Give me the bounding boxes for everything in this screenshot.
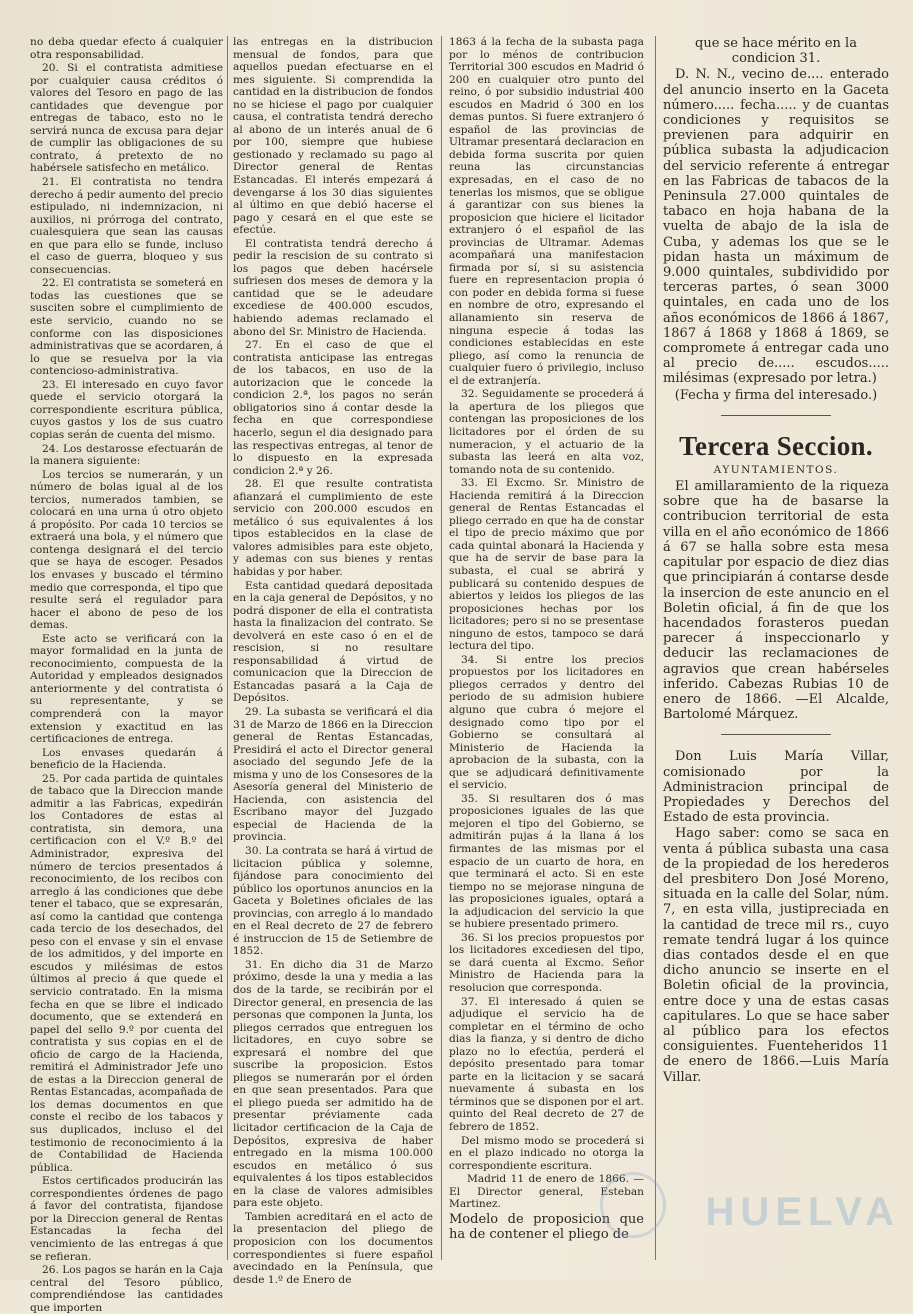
paragraph: 25. Por cada partida de quintales de tabaco que la Direccion mande admitir a las Fabricas, expedirán los Contadores de estas al contratista, sin demora, una certificacion con el V.º B.º del Administrador, expresiva del número de tercios presentados á reconocimiento, de los recibos con arreglo á las condiciones que debe tener el tabaco, que se expresarán, así como la cantidad que contenga cada tercio de los desechados, del peso con el envase y sin el envase de los admitidos, y del importe en escudos y milésimas de estos últimos al precio á que quede el servicio contratado. En la misma fecha en que se libre el indicado documento, que se extenderá en papel del sello 9.º por cuenta del contratista y sus copias en el de oficio de cargo de la Hacienda, remitirá el Administrador Jefe uno de estas a la Direccion general de Rentas Estancadas, acompañada de los demas documentos en que conste el recibo de los tabacos y sus duplicados, incluso el del testimonio de reconocimiento á la de Contabilidad de Hacienda pública. [30,772,223,1174]
column-1 [30,36,223,1314]
column-divider [227,36,228,1260]
paragraph: El contratista tendrá derecho á pedir la rescision de su contrato si los pagos que deben hacérsele sufriesen dos meses de demora y la cantidad que se le adeudare excediese de 400.000 escudos, habiendo ademas reclamado el abono del Sr. Ministro de Hacienda. [233,237,433,338]
villar-heading: Don Luis María Villar, comisionado por la Administracion principal de Propiedades y Derechos del Estado de esta provincia. [663,749,889,826]
paragraph: 22. El contratista se someterá en todas las cuestiones que se susciten sobre el cumplimiento de este servicio, cuando no se conforme con las disposiciones administrativas que se acordaren, á lo que se resuelva por la via contencioso-administrativa. [30,277,223,378]
signature: Madrid 11 de enero de 1866. — El Director general, Esteban Martinez. [449,1173,644,1211]
paragraph: 23. El interesado en cuyo favor quede el servicio otorgará la correspondiente escritura pública, cuyos gastos y los de sus cuatro copias serán de cuenta del mismo. [30,378,223,441]
proposal-intro: que se hace mérito en la condicion 31. [695,36,857,67]
paragraph: 1863 á la fecha de la subasta paga por lo ménos de contribucion Territorial 300 escudos en Madrid ó 200 en cualquier otro punto del reino, ó por subsidio industrial 400 escudos en Madrid ó 300 en los demas puntos. Si fuere extranjero ó español de las provincias de Ultramar presentará declaracion en debida forma suscrita por quien reuna las circunstancias expresadas, en el caso de no tenerlas los mismos, que se obligue á garantizar con sus bienes la proposicion que hiciere el licitador extranjero ó el español de las provincias de Ultramar. Ademas acompañará una manifestacion firmada por sí, si su asistencia fuere en representacion propia ó con poder en debida forma si fuese en nombre de otro, expresando el allanamiento sin reserva de ninguna especie á todas las condiciones establecidas en este pliego, así como la renuncia de cualquier fuero ó privilegio, incluso el de extranjería. [449,36,644,387]
column-divider [655,36,656,1260]
paragraph: 27. En el caso de que el contratista anticipase las entregas de los tabacos, en uso de la autorizacion que le concede la condicion 2.ª, los pagos no serán obligatorios sino á contar desde la fecha en que correspondiese hacerlo, segun el dia designado para las respectivas entregas, al tenor de lo dispuesto en la expresada condicion 2.ª y 26. [233,339,433,477]
paragraph: 21. El contratista no tendra derecho á pedir aumento del precio estipulado, ni indemnizacion, ni auxilios, ni prórroga del contrato, cualesquiera que sean las causas en que para ello se funde, incluso el caso de guerra, bloqueo y sus consecuencias. [30,176,223,276]
paragraph: 24. Los destarosse efectuarán de la manera siguiente: [30,442,223,468]
ayuntamientos-heading: AYUNTAMIENTOS. [713,463,839,476]
paragraph: 31. En dicho dia 31 de Marzo próximo, desde la una y media a las dos de la tarde, se recibirán por el Director general, en presencia de las personas que componen la Junta, los pliegos cerrados que entreguen los licitadores, en cuyo sobre se expresará el nombre del que suscribe la proposicion. Estos pliegos se numerarán por el órden en que sean presentados. Para que el pliego pueda ser admitido ha de presentar préviamente cada licitador certificacion de la Caja de Depósitos, expresiva de haber entregado en la misma 100.000 escudos en metálico ó sus equivalentes á los tipos establecidos en la clase de valores admisibles para este objeto. [233,958,433,1210]
proposal-body: D. N. N., vecino de.... enterado del anuncio inserto en la Gaceta número..... fecha..... y de cuantas condiciones y requisitos se previenen para adquirir en pública subasta la adjudicacion del servicio referente á entregar en las Fabricas de tabacos de la Peninsula 27.000 quintales de tabaco en hoja habana de la vuelta de abajo de la isla de Cuba, y ademas los que se le pidan hasta un máximum de 9.000 quintales, subdividido por terceras partes, ó sean 3000 quintales, en cada uno de los años económicos de 1866 á 1867, 1867 á 1868 y 1868 á 1869, se compromete á entregar cada uno al precio de..... escudos..... milésimas (expresado por letra.) [663,67,889,387]
paragraph: 26. Los pagos se harán en la Caja central del Tesoro público, comprendiéndose las cantidades que importen [30,1264,223,1314]
paragraph: 32. Seguidamente se procederá á la apertura de los pliegos que contengan las proposiciones de los licitadores por el órden de su numeracion, y el actuario de la subasta las leerá en alta voz, tomando nota de su contenido. [449,388,644,476]
paragraph: 20. Si el contratista admitiese por cualquier causa créditos ó valores del Tesoro en pago de las cantidades que devengue por entregas de tabaco, esto no le servirá nunca de excusa para dejar de cumplir las obligaciones de su contrato, á pretexto de no habérsele satisfecho en metálico. [30,62,223,175]
column-3 [449,36,644,1262]
paragraph: 33. El Excmo. Sr. Ministro de Hacienda remitirá á la Direccion general de Rentas Estancadas el pliego cerrado en que ha de constar el tipo de precio máximo que por cada quintal abonará la Hacienda y que ha de servir de base para la subasta, el cual se abrirá y publicará su contenido despues de abiertos y leidos los pliegos de las proposiciones hechas por los licitadores; pero si no se presentase ninguno de estos, tampoco se dará lectura del tipo. [449,477,644,653]
paragraph: Del mismo modo se procederá si en el plazo indicado no otorga la correspondiente escritura. [449,1134,644,1172]
proposal-signature: (Fecha y firma del interesado.) [674,387,878,403]
paragraph: 29. La subasta se verificará el dia 31 de Marzo de 1866 en la Direccion general de Rentas Estancadas, Presidirá el acto el Director general asociado del segundo Jefe de la misma y uno de los Consesores de la Asesoría general del Ministerio de Hacienda, con asistencia del Escribano mayor del Juzgado especial de Hacienda de la provincia. [233,705,433,844]
column-4 [663,36,889,1262]
paragraph: Este acto se verificará con la mayor formalidad en la junta de reconocimiento, compuesta de la Autoridad y empleados designados anteriormente y del contratista ó su representante, y se comprenderá con la mayor extension y exactitud en las certificaciones de entrega. [30,632,223,746]
paragraph: Los tercios se numerarán, y un número de bolas igual al de los tercios, numerados tambien, se colocará en una urna ú otro objeto á propósito. Por cada 10 tercios se extraerá una bola, y el número que contenga designará el del tercio que se haya de escoger. Pesados los envases y buscado el término medio que corresponda, el tipo que resulte será el regulador para hacer el abono de peso de los demas. [30,468,223,632]
paragraph: 30. La contrata se hará á virtud de licitacion pública y solemne, fijándose para conocimiento del público los oportunos anuncios en la Gaceta y Boletines oficiales de las provincias, con arreglo á lo mandado en el Real decreto de 27 de febrero é instruccion de 15 de Setiembre de 1852. [233,845,433,958]
paragraph: 35. Si resultaren dos ó mas proposiciones iguales de las que mejoren el tipo del Gobierno, se admitirán pujas á la llana á los firmantes de las mismas por el espacio de un cuarto de hora, en que terminará el acto. Si en este tiempo no se mejorase ninguna de las proposiciones iguales, optará a la adjudicacion del servicio la que se hubiere presentado primero. [449,792,644,931]
archive-watermark: HUELVA [705,1190,900,1234]
column-2 [233,36,433,1286]
model-heading: Modelo de proposicion que ha de contener el pliego de [449,1211,644,1242]
paragraph: no deba quedar efecto á cualquier otra responsabilidad. [30,36,223,61]
paragraph: 34. Si entre los precios propuestos por los licitadores en pliegos cerrados y dentro del periodo de su admision hubiere alguno que cubra ó mejore el designado como tipo por el Gobierno se consultará al Ministerio de Hacienda la aprobacion de la subasta, con la que se adjudicará definitivamente el servicio. [449,653,644,792]
ayuntamiento-notice: El amillaramiento de la riqueza sobre que ha de basarse la contribucion territorial de esta villa en el año económico de 1866 á 67 se halla sobre esta mesa capitular por espacio de diez dias que principiarán á contarse desde la insercion de este anuncio en el Boletin oficial, á fin de que los hacendados forasteros puedan parecer á inspeccionarlo y deducir las reclamaciones de agravios que crean habérseles inferido. Cabezas Rubias 10 de enero de 1866. —El Alcalde, Bartolomé Márquez. [663,479,889,723]
divider [721,734,831,735]
divider [721,415,831,416]
section-title: Tercera Seccion. [679,430,873,461]
paragraph: Tambien acreditará en el acto de la presentacion del pliego de proposicion con los documentos correspondientes si fuere español avecindado en la Península, que desde 1.º de Enero de [233,1210,433,1286]
paragraph: las entregas en la distribucion mensual de fondos, para que aquellos puedan efectuarse en el mes siguiente. Si comprendida la cantidad en la distribucion de fondos no se hiciese el pago por cualquier causa, el contratista tendrá derecho al abono de un interés anual de 6 por 100, siempre que hubiese gestionado y reclamado su pago al Director general de Rentas Estancadas. El interés empezará á devengarse á los 30 dias siguientes al último en que debió hacerse el pago y cesará en el que este se efectúe. [233,36,433,237]
paragraph: 36. Si los precios propuestos por los licitadores excediesen del tipo, se dará cuenta al Excmo. Señor Ministro de Hacienda para la resolucion que corresponda. [449,931,644,995]
paragraph: 28. El que resulte contratista afianzará el cumplimiento de este servicio con 200.000 escudos en metálico ó sus equivalentes á los tipos establecidos en la clase de valores admisibles para este objeto, y ademas con sus bienes y rentas habidas y por haber. [233,478,433,578]
paragraph: 37. El interesado á quien se adjudique el servicio ha de completar en el término de ocho dias la fianza, y si dentro de dicho plazo no lo efectúa, perderá el depósito presentado para tomar parte en la licitacion y se sacará nuevamente á subasta en los términos que se disponen por el art. quinto del Real decreto de 27 de febrero de 1852. [449,995,645,1134]
column-divider [441,36,442,1260]
paragraph: Los envases quedarán á beneficio de la Hacienda. [30,746,223,772]
paragraph: Estos certificados producirán las correspondientes órdenes de pago á favor del contratista, fijandose por la Direccion general de Rentas Estancadas la fecha del vencimiento de las entregas á que se refieran. [30,1175,223,1263]
paragraph: Esta cantidad quedará depositada en la caja general de Depósitos, y no podrá disponer de ella el contratista hasta la finalizacion del contrato. Se devolverá en este caso ó en el de rescision, si no resultare responsabilidad á virtud de comunicacion que la Direccion de Estancadas pasará a la Caja de Depósitos. [233,579,433,705]
villar-notice: Hago saber: como se saca en venta á pública subasta una casa de la propiedad de los herederos del presbitero Don José Moreno, situada en la calle del Solar, núm. 7, en esta villa, justipreciada en la cantidad de trece mil rs., cuyo remate tendrá lugar á los quince dias contados desde el en que dicho anuncio se inserte en el Boletin oficial de la provincia, entre doce y una de estas casas capitulares. Lo que se hace saber al público para los efectos consiguientes. Fuenteheridos 11 de enero de 1866.—Luis María Villar. [663,826,889,1085]
